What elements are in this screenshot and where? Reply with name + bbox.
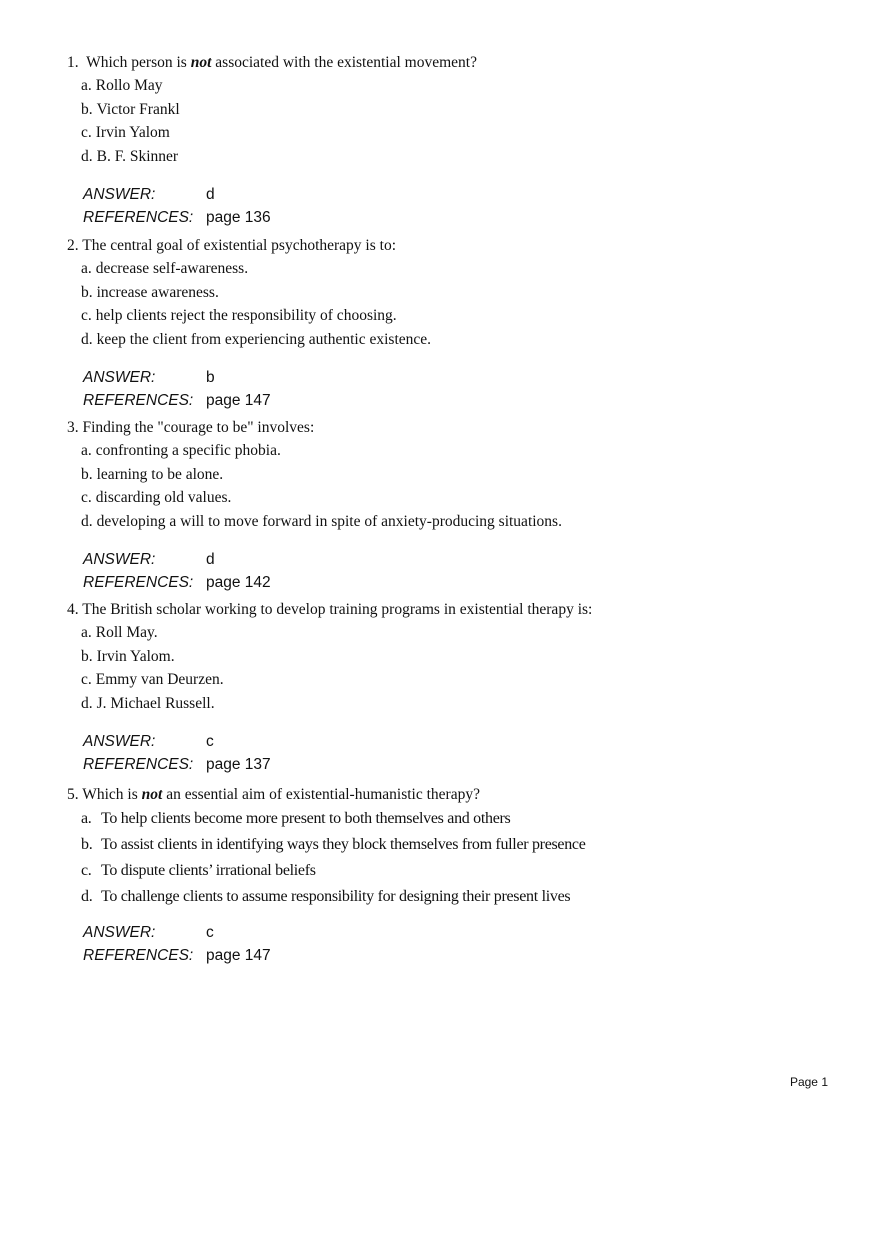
answer-label: ANSWER: — [83, 186, 156, 203]
options-list — [81, 75, 477, 169]
option-b: b. increase awareness. — [81, 283, 219, 301]
option-b: b. To assist clients in identifying ways they block themselves from fuller presence — [81, 836, 586, 853]
options-list — [81, 258, 431, 352]
options-list — [81, 440, 562, 534]
option-a: a. Roll May. — [81, 624, 158, 641]
reference-value: page 142 — [206, 574, 271, 591]
option-d: d. keep the client from experiencing authentic existence. — [81, 330, 432, 348]
question-2 — [67, 236, 431, 412]
answer-value: c — [206, 924, 214, 941]
answer-block — [83, 366, 431, 412]
answer-value: c — [206, 733, 214, 750]
question-4 — [67, 600, 592, 776]
option-d: d. developing a will to move forward in spite of anxiety-producing situations. — [81, 512, 562, 530]
page-number: Page 1 — [789, 1075, 828, 1089]
option-b: b. Irvin Yalom. — [81, 647, 175, 665]
answer-block — [83, 548, 562, 594]
question-1 — [67, 53, 477, 229]
answer-label: ANSWER: — [83, 369, 156, 386]
option-d: d. B. F. Skinner — [81, 147, 179, 165]
option-b: b. Victor Frankl — [81, 100, 180, 118]
answer-block — [83, 921, 586, 967]
question-stem: 3. Finding the "courage to be" involves: — [67, 419, 315, 436]
answer-value: b — [206, 369, 215, 386]
option-c: c. Irvin Yalom — [81, 124, 170, 141]
option-a: a. To help clients become more present to both themselves and others — [81, 810, 511, 827]
option-b: b. learning to be alone. — [81, 465, 224, 483]
option-a: a. decrease self-awareness. — [81, 260, 249, 277]
option-c: c. Emmy van Deurzen. — [81, 671, 224, 688]
answer-label: ANSWER: — [83, 551, 156, 568]
answer-label: ANSWER: — [83, 733, 156, 750]
options-list — [81, 807, 586, 911]
options-list — [81, 622, 592, 716]
answer-value: d — [206, 186, 215, 203]
question-stem: 5. Which is not an essential aim of existential-humanistic therapy? — [67, 786, 480, 803]
answer-value: d — [206, 551, 215, 568]
option-c: c. discarding old values. — [81, 489, 232, 506]
option-a: a. confronting a specific phobia. — [81, 442, 281, 459]
reference-value: page 147 — [206, 947, 271, 964]
answer-label: ANSWER: — [83, 924, 156, 941]
references-label: REFERENCES: — [83, 574, 194, 591]
question-stem: 1. Which person is not associated with the existential movement? — [67, 54, 477, 71]
option-a: a. Rollo May — [81, 77, 163, 94]
question-5 — [67, 785, 586, 967]
option-c: c. help clients reject the responsibility of choosing. — [81, 307, 397, 324]
question-3 — [67, 418, 562, 594]
option-c: c. To dispute clients’ irrational beliefs — [81, 862, 316, 879]
answer-block — [83, 730, 592, 776]
reference-value: page 147 — [206, 392, 271, 409]
references-label: REFERENCES: — [83, 756, 194, 773]
option-d: d. To challenge clients to assume responsibility for designing their present lives — [81, 888, 571, 905]
question-stem: 4. The British scholar working to develop training programs in existential therapy is: — [67, 601, 593, 618]
answer-block — [83, 183, 477, 229]
references-label: REFERENCES: — [83, 947, 194, 964]
reference-value: page 136 — [206, 209, 271, 226]
option-d: d. J. Michael Russell. — [81, 694, 215, 712]
references-label: REFERENCES: — [83, 209, 194, 226]
references-label: REFERENCES: — [83, 392, 194, 409]
reference-value: page 137 — [206, 756, 271, 773]
question-stem: 2. The central goal of existential psychotherapy is to: — [67, 237, 397, 254]
